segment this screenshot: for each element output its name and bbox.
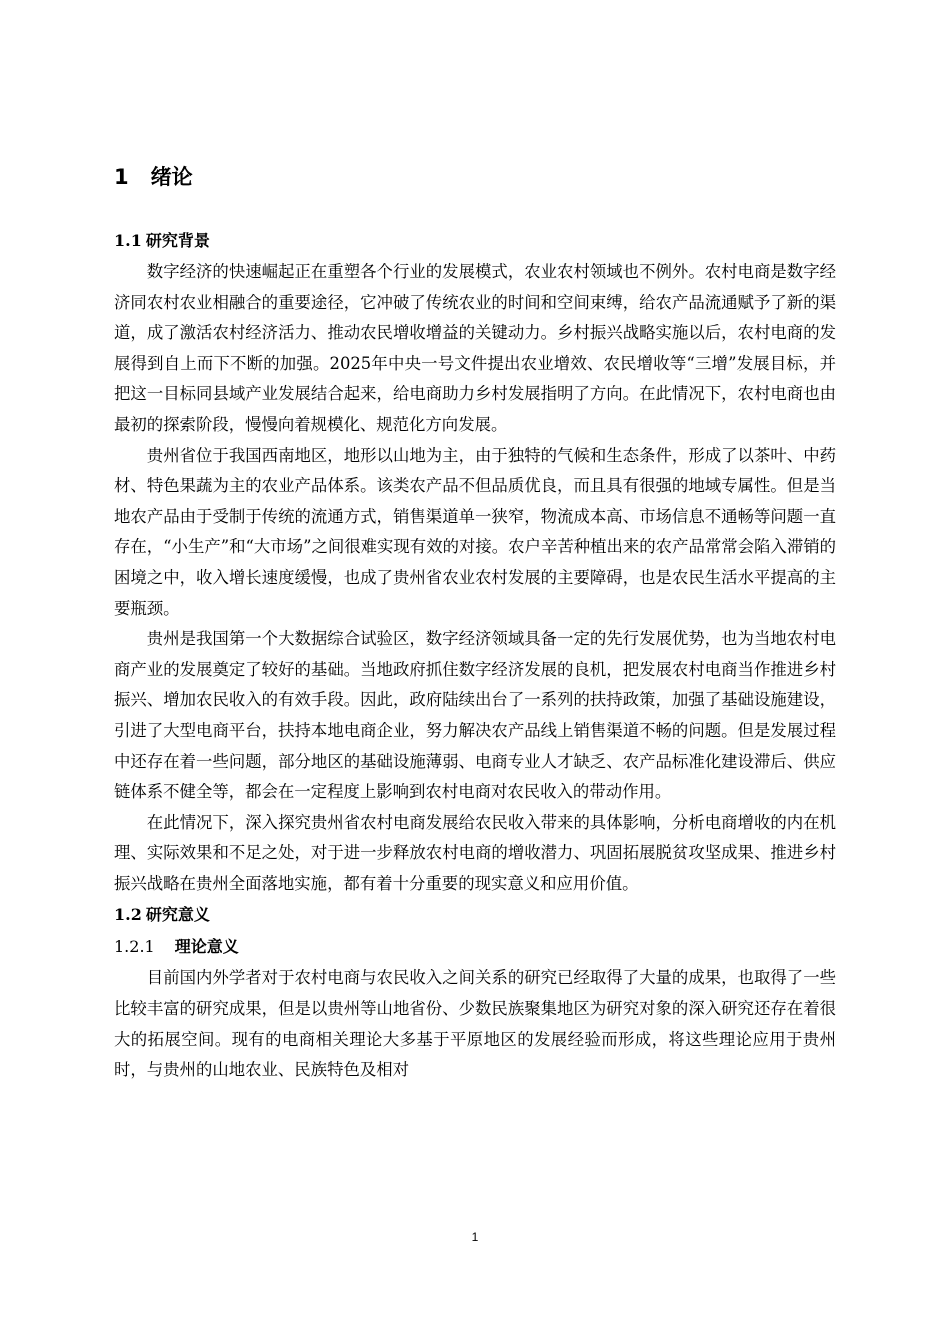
section-heading-background — [114, 225, 836, 257]
chapter-number: 1 — [114, 165, 129, 189]
body-content — [114, 225, 836, 1086]
page-number: 1 — [471, 1230, 479, 1244]
paragraph: 目前国内外学者对于农村电商与农民收入之间关系的研究已经取得了大量的成果，也取得了一些比较丰富的研究成果，但是以贵州等山地省份、少数民族聚集地区为研究对象的深入研究还存在着很大的拓展空间。现有的电商相关理论大多基于平原地区的发展经验而形成，将这些理论应用于贵州时，与贵州的山地农业、民族特色及相对 — [114, 968, 836, 1080]
paragraph: 贵州省位于我国西南地区，地形以山地为主，由于独特的气候和生态条件，形成了以茶叶、中药材、特色果蔬为主的农业产品体系。该类农产品不但品质优良，而且具有很强的地域专属性。但是当地农产品由于受制于传统的流通方式，销售渠道单一狭窄，物流成本高、市场信息不通畅等问题一直存在，“小生产”和“大市场”之间很难实现有效的对接。农户辛苦种植出来的农产品常常会陷入滞销的困境之中，收入增长速度缓慢，也成了贵州省农业农村发展的主要障碍，也是农民生活水平提高的主要瓶颈。 — [114, 445, 836, 618]
chapter-title — [114, 160, 193, 194]
paragraph: 在此情况下，深入探究贵州省农村电商发展给农民收入带来的具体影响，分析电商增收的内在机理、实际效果和不足之处，对于进一步释放农村电商的增收潜力、巩固拓展脱贫攻坚成果、推进乡村振兴战略在贵州全面落地实施，都有着十分重要的现实意义和应用价值。 — [114, 812, 836, 893]
paragraph: 数字经济的快速崛起正在重塑各个行业的发展模式，农业农村领域也不例外。农村电商是数字经济同农村农业相融合的重要途径，它冲破了传统农业的时间和空间束缚，给农产品流通赋予了新的渠道，成了激活农村经济活力、推动农民增收增益的关键动力。乡村振兴战略实施以后，农村电商的发展得到自上而下不断的加强。2025年中央一号文件提出农业增效、农民增收等“三增”发展目标，并把这一目标同县域产业发展结合起来，给电商助力乡村发展指明了方向。在此情况下，农村电商也由最初的探索阶段，慢慢向着规模化、规范化方向发展。 — [114, 262, 836, 434]
chapter-title-text: 绪论 — [150, 165, 193, 189]
section-title: 研究背景 — [145, 231, 210, 250]
section-heading-significance — [114, 899, 836, 931]
section-number: 1.1 — [114, 231, 142, 250]
subsection-number: 1.2.1 — [114, 937, 155, 957]
subsection-heading-theory — [114, 931, 836, 963]
paragraph: 贵州是我国第一个大数据综合试验区，数字经济领域具备一定的先行发展优势，也为当地农村电商产业的发展奠定了较好的基础。当地政府抓住数字经济发展的良机，把发展农村电商当作推进乡村振兴、增加农民收入的有效手段。因此，政府陆续出台了一系列的扶持政策，加强了基础设施建设，引进了大型电商平台，扶持本地电商企业，努力解决农产品线上销售渠道不畅的问题。但是发展过程中还存在着一些问题，部分地区的基础设施薄弱、电商专业人才缺乏、农产品标准化建设滞后、供应链体系不健全等，都会在一定程度上影响到农村电商对农民收入的带动作用。 — [114, 629, 836, 802]
subsection-title: 理论意义 — [174, 937, 239, 957]
section-title: 研究意义 — [145, 905, 210, 925]
section-number: 1.2 — [114, 905, 142, 925]
